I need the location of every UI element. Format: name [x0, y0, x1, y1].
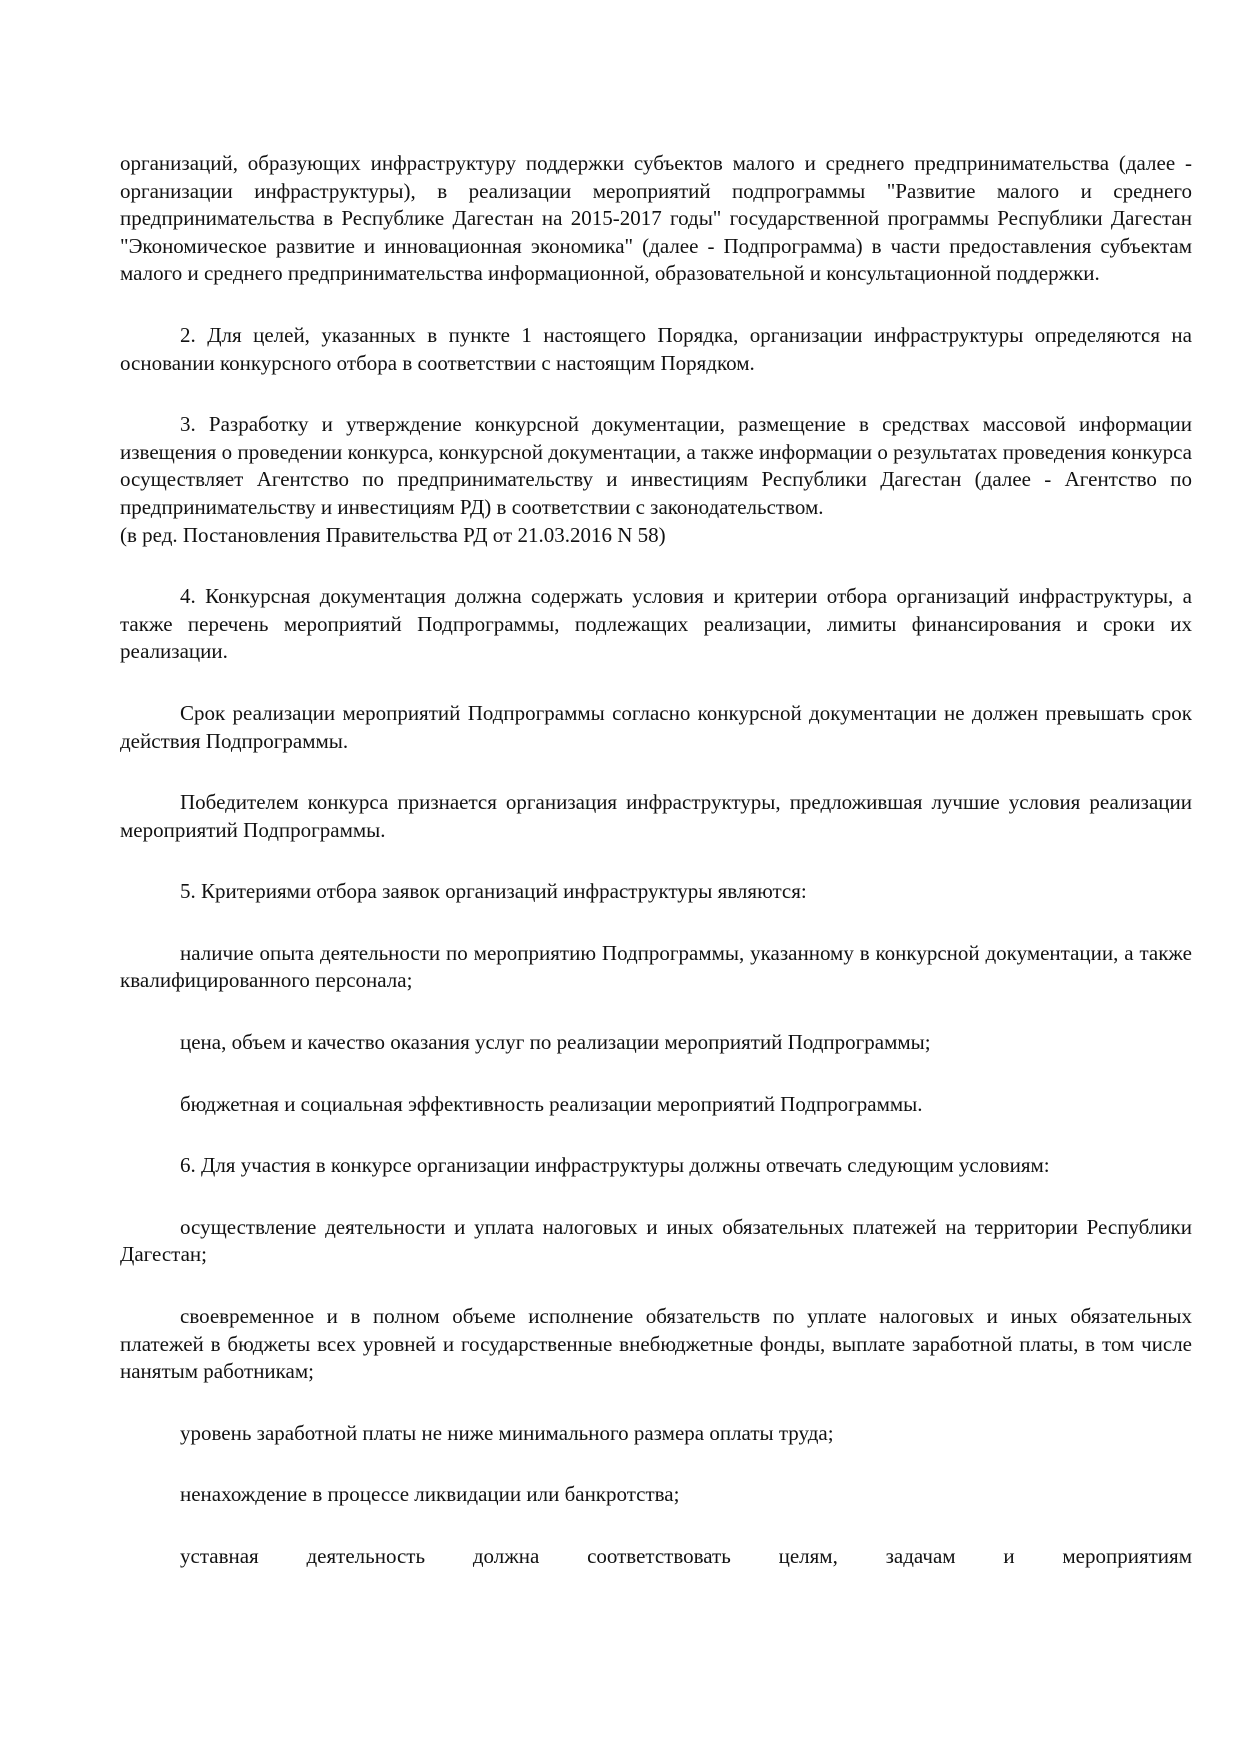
paragraph-4: 4. Конкурсная документация должна содержать условия и критерии отбора организаций инфраструктуры, а также перечень мероприятий Подпрограммы, подлежащих реализации, лимиты финансирования и сроки их реализации.	[120, 584, 1192, 664]
amendment-note: (в ред. Постановления Правительства РД от 21.03.2016 N 58)	[120, 522, 666, 547]
criterion-experience: наличие опыта деятельности по мероприятию Подпрограммы, указанному в конкурсной документации, а также квалифицированного персонала;	[120, 940, 1192, 993]
criterion-price: цена, объем и качество оказания услуг по реализации мероприятий Подпрограммы;	[180, 1030, 931, 1055]
paragraph-2: 2. Для целей, указанных в пункте 1 настоящего Порядка, организации инфраструктуры определяются на основании конкурсного отбора в соответствии с настоящим Порядком.	[120, 322, 1192, 375]
paragraph-6: 6. Для участия в конкурсе организации инфраструктуры должны отвечать следующим условиям:	[180, 1153, 1050, 1178]
criterion-efficiency: бюджетная и социальная эффективность реализации мероприятий Подпрограммы.	[180, 1091, 923, 1116]
condition-liquidation: ненахождение в процессе ликвидации или банкротства;	[180, 1482, 680, 1507]
condition-charter: уставная деятельность должна соответствовать целям, задачам и мероприятиям	[180, 1544, 1192, 1568]
document-page	[120, 150, 1192, 1571]
paragraph-5: 5. Критериями отбора заявок организаций инфраструктуры являются:	[180, 879, 807, 904]
paragraph-4-winner: Победителем конкурса признается организация инфраструктуры, предложившая лучшие условия реализации мероприятий Подпрограммы.	[120, 790, 1192, 842]
paragraph-4-term: Срок реализации мероприятий Подпрограммы согласно конкурсной документации не должен превышать срок действия Подпрограммы.	[120, 700, 1192, 753]
condition-wages: уровень заработной платы не ниже минимального размера оплаты труда;	[180, 1420, 834, 1445]
paragraph-3: 3. Разработку и утверждение конкурсной документации, размещение в средствах массовой информации извещения о проведении конкурса, конкурсной документации, а также информации о результатах проведения конкурса осуществляет Агентство по предпринимательству и инвестициям Республики Дагестан (далее - Агентство по предпринимательству и инвестициям РД) в соответствии с законодательством.	[120, 412, 1192, 519]
paragraph-1-continuation: организаций, образующих инфраструктуру поддержки субъектов малого и среднего предпринимательства (далее - организации инфраструктуры), в реализации мероприятий подпрограммы "Развитие малого и среднего предпринимательства в Республике Дагестан на 2015-2017 годы" государственной программы Республики Дагестан "Экономическое развитие и инновационная экономика" (далее - Подпрограмма) в части предоставления субъектам малого и среднего предпринимательства информационной, образовательной и консультационной поддержки.	[120, 151, 1192, 286]
condition-taxes: осуществление деятельности и уплата налоговых и иных обязательных платежей на территории Республики Дагестан;	[120, 1214, 1192, 1267]
condition-obligations: своевременное и в полном объеме исполнение обязательств по уплате налоговых и иных обязательных платежей в бюджеты всех уровней и государственные внебюджетные фонды, выплате заработной платы, в том числе нанятым работникам;	[120, 1304, 1192, 1384]
